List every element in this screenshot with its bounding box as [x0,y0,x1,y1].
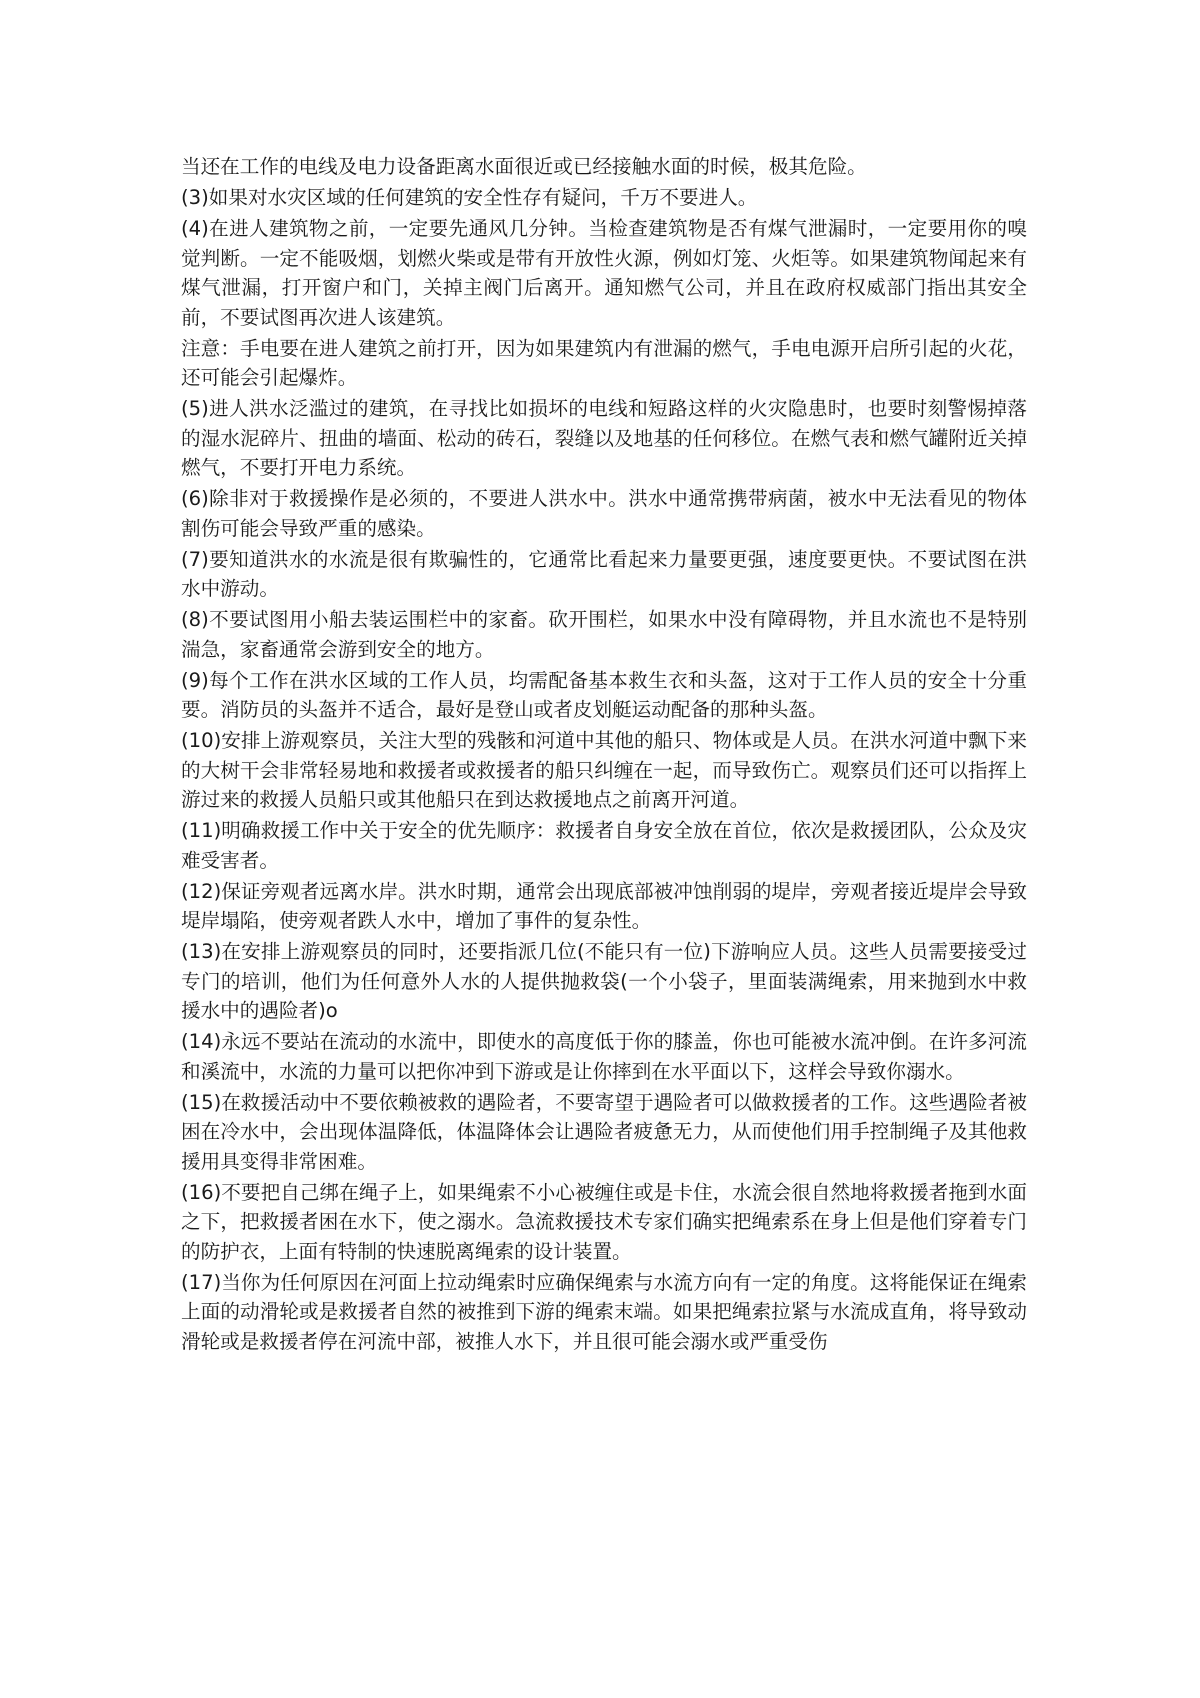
paragraph-item-17: (17)当你为任何原因在河面上拉动绳索时应确保绳索与水流方向有一定的角度。这将能保证在绳索上面的动滑轮或是救援者自然的被推到下游的绳索末端。如果把绳索拉紧与水流成直角，将导致动滑轮或是救援者停在河流中部，被推人水下，并且很可能会溺水或严重受伤 [181,1270,1027,1353]
paragraph-item-5: (5)进人洪水泛滥过的建筑，在寻找比如损坏的电线和短路这样的火灾隐患时，也要时刻警惕掉落的湿水泥碎片、扭曲的墙面、松动的砖石，裂缝以及地基的任何移位。在燃气表和燃气罐附近关掉燃气，不要打开电力系统。 [181,397,1027,479]
paragraph-item-16: (16)不要把自己绑在绳子上，如果绳索不小心被缠住或是卡住，水流会很自然地将救援者拖到水面之下，把救援者困在水下，使之溺水。急流救援技术专家们确实把绳索系在身上但是他们穿着专门的防护衣，上面有特制的快速脱离绳索的设计装置。 [181,1180,1027,1263]
paragraph-item-6: (6)除非对于救援操作是必须的，不要进人洪水中。洪水中通常携带病菌，被水中无法看见的物体割伤可能会导致严重的感染。 [181,487,1027,540]
paragraph-note: 注意：手电要在进人建筑之前打开，因为如果建筑内有泄漏的燃气，手电电源开启所引起的火花，还可能会引起爆炸。 [181,336,1027,389]
paragraph-item-3: (3)如果对水灾区域的任何建筑的安全性存有疑问，千万不要进人。 [181,186,758,209]
paragraph-item-8: (8)不要试图用小船去装运围栏中的家畜。砍开围栏，如果水中没有障碍物，并且水流也不是特别湍急，家畜通常会游到安全的地方。 [181,608,1027,661]
paragraph-item-4: (4)在进人建筑物之前，一定要先通风几分钟。当检查建筑物是否有煤气泄漏时，一定要用你的嗅觉判断。一定不能吸烟，划燃火柴或是带有开放性火源，例如灯笼、火炬等。如果建筑物闻起来有煤气泄漏，打开窗户和门，关掉主阀门后离开。通知燃气公司，并且在政府权威部门指出其安全前，不要试图再次进人该建筑。 [181,217,1027,329]
paragraph-intro: 当还在工作的电线及电力设备距离水面很近或已经接触水面的时候，极其危险。 [181,155,867,178]
paragraph-item-12: (12)保证旁观者远离水岸。洪水时期，通常会出现底部被冲蚀削弱的堤岸，旁观者接近堤岸会导致堤岸塌陷，使旁观者跌人水中，增加了事件的复杂性。 [181,879,1027,932]
paragraph-item-15: (15)在救援活动中不要依赖被救的遇险者，不要寄望于遇险者可以做救援者的工作。这些遇险者被困在冷水中，会出现体温降低，体温降体会让遇险者疲惫无力，从而使他们用手控制绳子及其他救援用具变得非常困难。 [181,1090,1027,1173]
paragraph-item-9: (9)每个工作在洪水区域的工作人员，均需配备基本救生衣和头盔，这对于工作人员的安全十分重要。消防员的头盔并不适合，最好是登山或者皮划艇运动配备的那种头盔。 [181,668,1027,721]
paragraph-item-10: (10)安排上游观察员，关注大型的残骸和河道中其他的船只、物体或是人员。在洪水河道中飘下来的大树干会非常轻易地和救援者或救援者的船只纠缠在一起，而导致伤亡。观察员们还可以指挥上游过来的救援人员船只或其他船只在到达救援地点之前离开河道。 [181,729,1027,811]
paragraph-item-14: (14)永远不要站在流动的水流中，即使水的高度低于你的膝盖，你也可能被水流冲倒。在许多河流和溪流中，水流的力量可以把你冲到下游或是让你摔到在水平面以下，这样会导致你溺水。 [181,1030,1027,1083]
paragraph-item-13: (13)在安排上游观察员的同时，还要指派几位(不能只有一位)下游响应人员。这些人员需要接受过专门的培训，他们为任何意外人水的人提供抛救袋(一个小袋子，里面装满绳索，用来抛到水中救援水中的遇险者)o [181,940,1027,1022]
document-body [181,152,1027,1358]
paragraph-item-11: (11)明确救援工作中关于安全的优先顺序：救援者自身安全放在首位，依次是救援团队，公众及灾难受害者。 [181,819,1027,872]
paragraph-item-7: (7)要知道洪水的水流是很有欺骗性的，它通常比看起来力量要更强，速度要更快。不要试图在洪水中游动。 [181,547,1027,600]
